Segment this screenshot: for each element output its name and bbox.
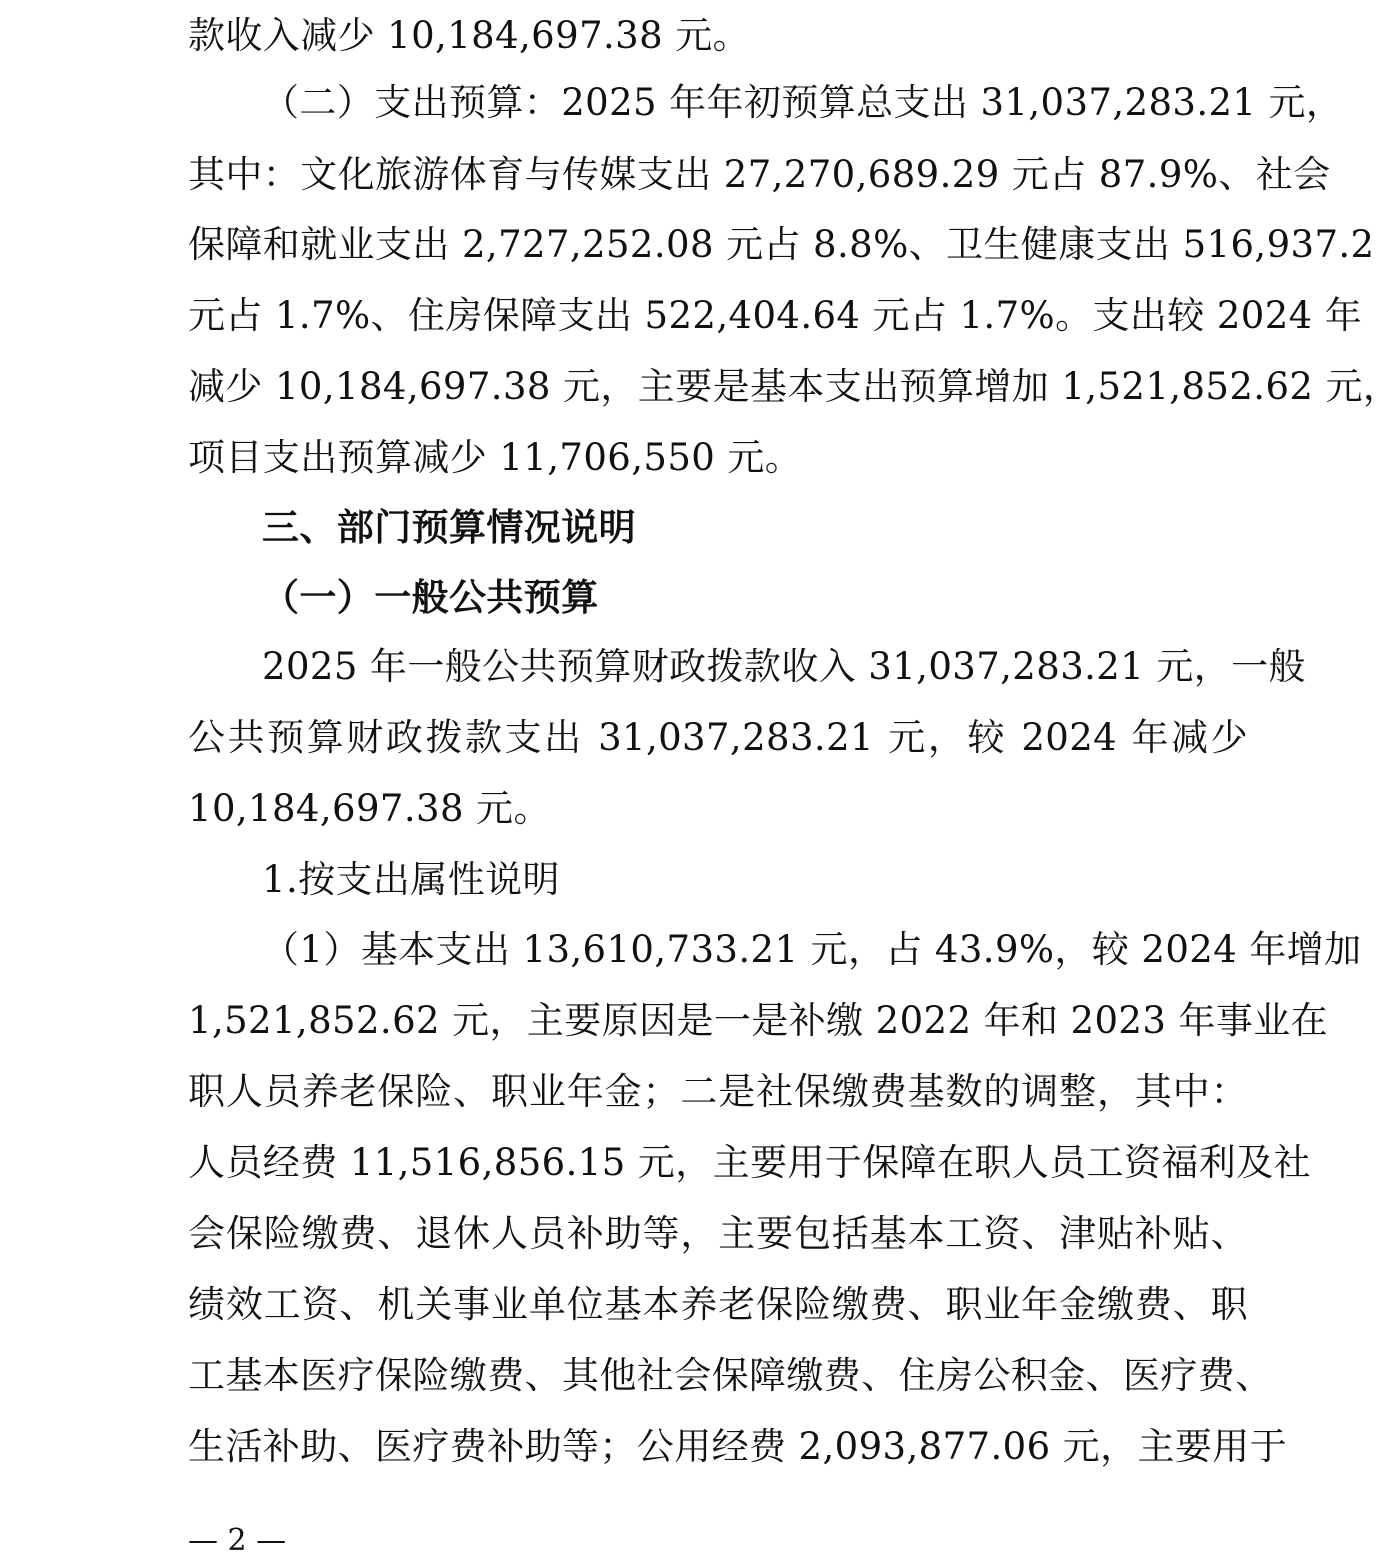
paragraph-line: 减少 10,184,697.38 元，主要是基本支出预算增加 1,521,852.62 元，: [188, 365, 1400, 408]
paragraph-line: 绩效工资、机关事业单位基本养老保险缴费、职业年金缴费、职: [188, 1283, 1248, 1326]
paragraph-line: （1）基本支出 13,610,733.21 元，占 43.9%，较 2024 年增加: [262, 928, 1362, 971]
paragraph-line: 1,521,852.62 元，主要原因是一是补缴 2022 年和 2023 年事业在: [188, 999, 1329, 1042]
paragraph-line: 公共预算财政拨款支出 31,037,283.21 元，较 2024 年减少: [188, 716, 1248, 759]
paragraph-line: 保障和就业支出 2,727,252.08 元占 8.8%、卫生健康支出 516,937.2: [188, 223, 1375, 266]
paragraph-line: 元占 1.7%、住房保障支出 522,404.64 元占 1.7%。支出较 2024 年: [188, 294, 1363, 337]
paragraph-line: 工基本医疗保险缴费、其他社会保障缴费、住房公积金、医疗费、: [188, 1354, 1273, 1397]
paragraph-line: 职人员养老保险、职业年金；二是社保缴费基数的调整，其中：: [188, 1070, 1248, 1113]
section-heading: 三、部门预算情况说明: [262, 505, 636, 549]
page-number: — 2 —: [188, 1523, 287, 1558]
paragraph-line: 2025 年一般公共预算财政拨款收入 31,037,283.21 元，一般: [262, 645, 1306, 688]
paragraph-line: 项目支出预算减少 11,706,550 元。: [188, 436, 803, 479]
numbered-subheading: 1.按支出属性说明: [262, 858, 560, 901]
paragraph-line: 会保险缴费、退休人员补助等，主要包括基本工资、津贴补贴、: [188, 1212, 1248, 1255]
expenditure-budget-heading-line: （二）支出预算：2025 年年初预算总支出 31,037,283.21 元，: [262, 81, 1344, 124]
paragraph-line: 其中：文化旅游体育与传媒支出 27,270,689.29 元占 87.9%、社会: [188, 153, 1331, 196]
subsection-heading: （一）一般公共预算: [262, 575, 599, 619]
paragraph-line: 款收入减少 10,184,697.38 元。: [188, 14, 751, 57]
paragraph-line: 10,184,697.38 元。: [188, 787, 551, 830]
paragraph-line: 生活补助、医疗费补助等；公用经费 2,093,877.06 元，主要用于: [188, 1425, 1288, 1468]
paragraph-line: 人员经费 11,516,856.15 元，主要用于保障在职人员工资福利及社: [188, 1141, 1312, 1184]
